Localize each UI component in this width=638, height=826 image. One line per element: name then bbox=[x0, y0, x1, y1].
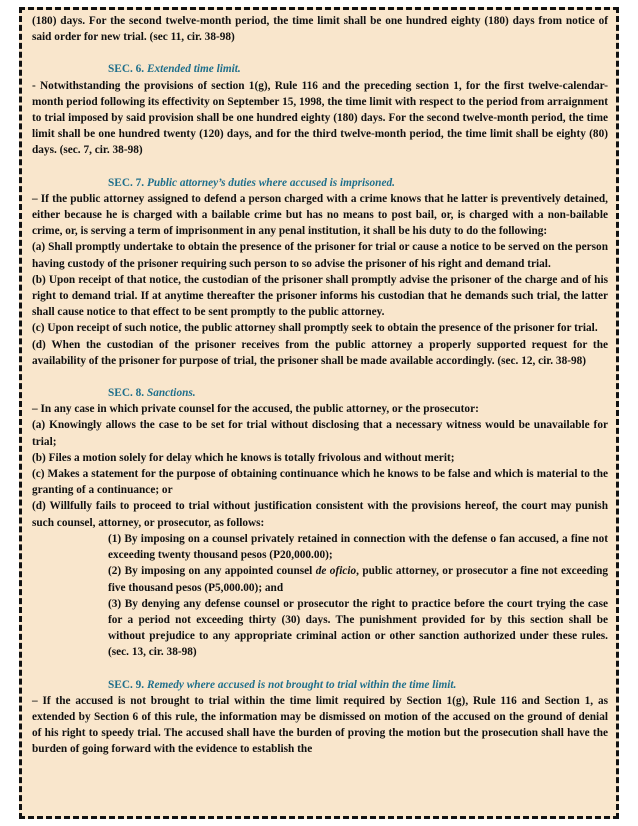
sec9-title: Remedy where accused is not brought to trial within the time limit. bbox=[146, 678, 457, 691]
sec6-body: - Notwithstanding the provisions of section 1(g), Rule 116 and the preceding section 1, for the first twelve-calendar-month period following its effectivity on September 15, 1998, the time limit with respect to the period from arraignment to trial imposed by said provision shall be one hundred eighty (180) days. For the second twelve-month period, the time limit shall be one hundred twenty (120) days, and for the third twelve-month period, the time limit shall be eighty (80) days. (sec. 7, cir. 38-98) bbox=[32, 79, 608, 157]
sec7-intro: – If the public attorney assigned to defend a person charged with a crime knows that he latter is preventively detained, either because he is charged with a bailable crime but has no means to post bail, or, is charged with a non-bailable crime, or, is serving a term of imprisonment in any penal institution, it shall be his duty to do the following: bbox=[32, 192, 608, 238]
sec8-item-c: (c) Makes a statement for the purpose of obtaining continuance which he knows to be false and which is material to the granting of a continuance; or bbox=[32, 468, 608, 497]
sec8-penalty-2-latin: de oficio bbox=[315, 565, 357, 578]
sec7-item-b: (b) Upon receipt of that notice, the custodian of the prisoner shall promptly advise the prisoner of the charge and of his right to demand trial. If at anytime thereafter the prisoner informs his custodian that he demands such trial, the latter shall cause notice to that effect to be sent promptly to the public attorney. bbox=[32, 273, 608, 319]
sec8-penalty-2-post: , public attorney, or prosecutor a fine not exceeding five thousand pesos (P5,000.00); and bbox=[108, 565, 609, 594]
sec7-number: SEC. 7. bbox=[108, 176, 145, 189]
page-content bbox=[32, 13, 608, 758]
document-page bbox=[19, 7, 619, 819]
sec7-title: Public attorney’s duties where accused is imprisoned. bbox=[146, 176, 395, 189]
sec8-title: Sanctions. bbox=[146, 387, 196, 400]
sec8-penalty-3: (3) By denying any defense counsel or prosecutor the right to practice before the court trying the case for a period not exceeding thirty (30) days. The punishment provided for by this section shall be without prejudice to any appropriate criminal action or other sanction authorized under these rules. (sec. 13, cir. 38-98) bbox=[108, 597, 608, 659]
sec8-item-b: (b) Files a motion solely for delay which he knows is totally frivolous and without merit; bbox=[32, 451, 455, 464]
sec7-heading bbox=[32, 175, 608, 191]
sec7-item-a: (a) Shall promptly undertake to obtain the presence of the prisoner for trial or cause a notice to be served on the person having custody of the prisoner requiring such person to so advise the prisoner of his right and demand trial. bbox=[32, 241, 608, 270]
sec9-body: – If the accused is not brought to trial within the time limit required by Section 1(g), Rule 116 and Section 1, as extended by Section 6 of this rule, the information may be dismissed on motion of the accused on the ground of denial of his right to speedy trial. The accused shall have the burden of proving the motion but the prosecution shall have the burden of going forward with the evidence to establish the bbox=[32, 694, 608, 756]
sec8-penalty-1: (1) By imposing on a counsel privately retained in connection with the defense o fan accused, a fine not exceeding twenty thousand pesos (P20,000.00); bbox=[108, 532, 608, 562]
sec6-heading bbox=[32, 61, 608, 77]
sec7-item-d: (d) When the custodian of the prisoner receives from the public attorney a properly supported request for the availability of the prisoner for purpose of trial, the prisoner shall be made available accordingly. (sec. 12, cir. 38-98) bbox=[32, 338, 608, 367]
sec8-heading bbox=[32, 385, 608, 401]
sec8-number: SEC. 8. bbox=[108, 387, 145, 400]
sec8-penalty-2 bbox=[32, 563, 608, 595]
sec8-intro: – In any case in which private counsel for the accused, the public attorney, or the prosecutor: bbox=[32, 403, 479, 416]
intro-paragraph: (180) days. For the second twelve-month period, the time limit shall be one hundred eighty (180) days from notice of said order for new trial. (sec 11, cir. 38-98) bbox=[32, 15, 608, 44]
sec7-item-c: (c) Upon receipt of such notice, the public attorney shall promptly seek to obtain the presence of the prisoner for trial. bbox=[32, 322, 598, 335]
sec9-heading bbox=[32, 677, 608, 693]
sec6-title: Extended time limit. bbox=[146, 63, 241, 76]
sec8-penalty-2-pre: (2) By imposing on any appointed counsel bbox=[108, 565, 316, 578]
sec6-number: SEC. 6. bbox=[108, 63, 145, 76]
sec8-item-d: (d) Willfully fails to proceed to trial without justification consistent with the provisions hereof, the court may punish such counsel, attorney, or prosecutor, as follows: bbox=[32, 500, 608, 529]
sec9-number: SEC. 9. bbox=[108, 678, 145, 691]
sec8-item-a: (a) Knowingly allows the case to be set for trial without disclosing that a necessary witness would be unavailable for trial; bbox=[32, 419, 608, 448]
